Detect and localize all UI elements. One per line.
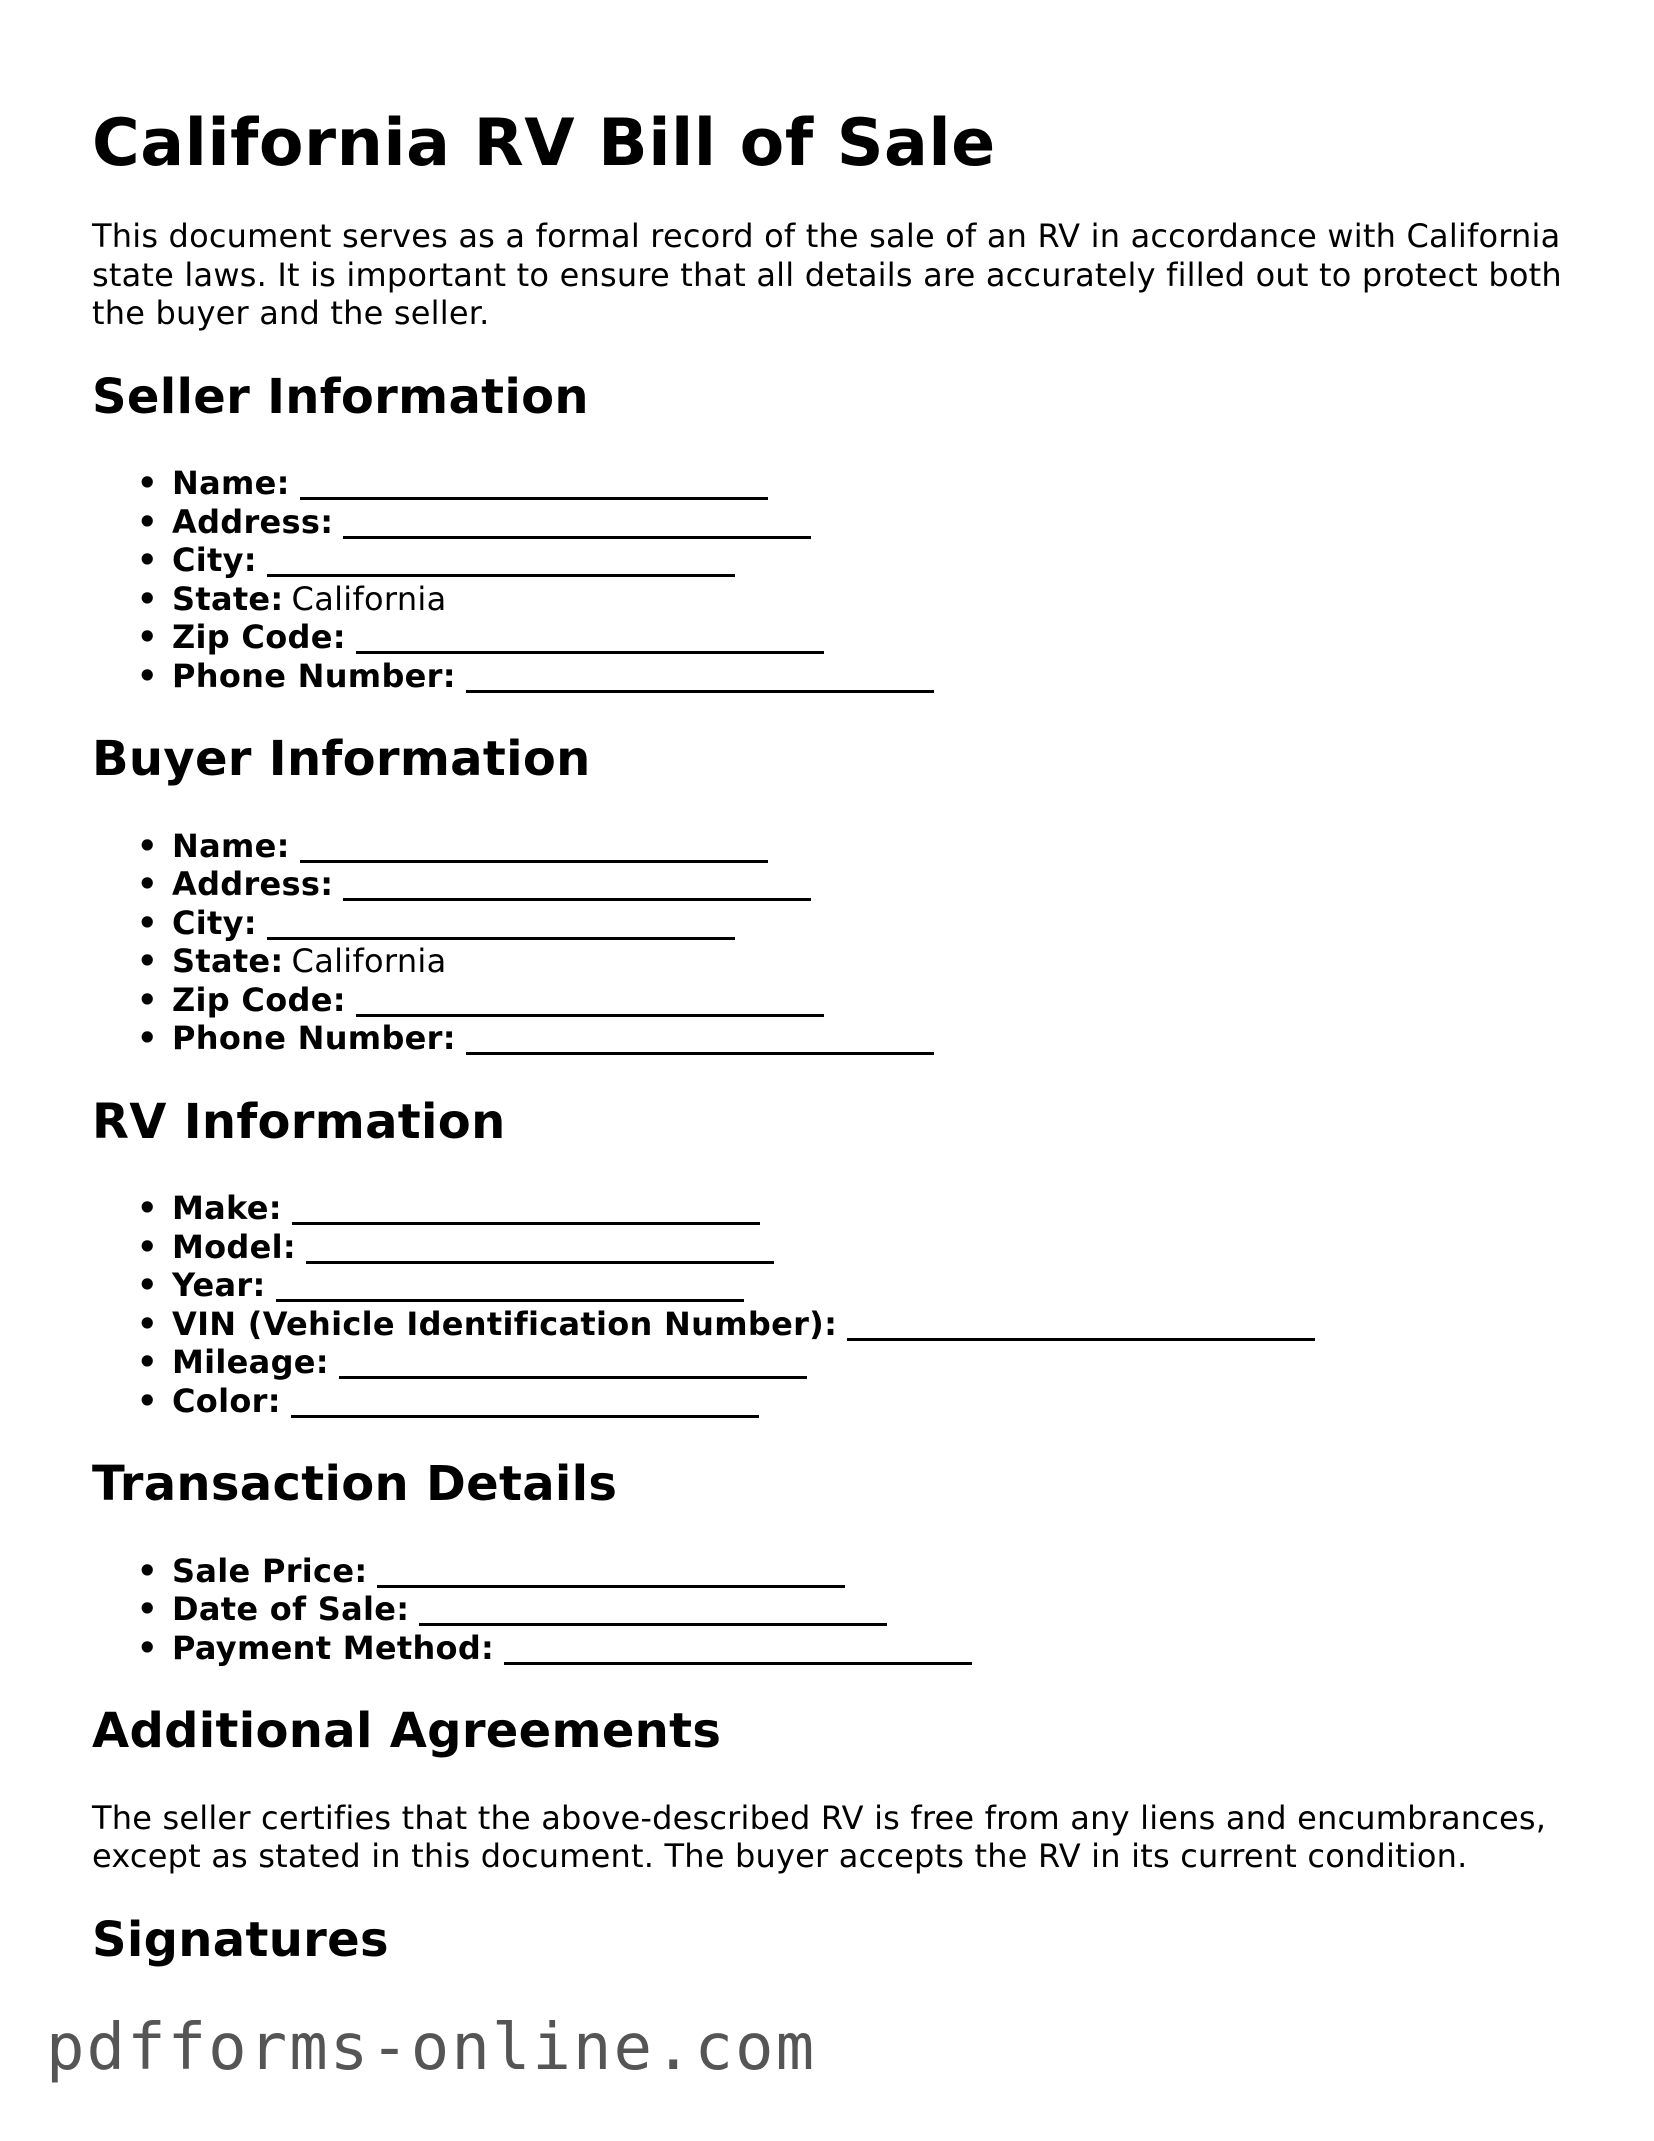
field-label: Name: <box>172 826 290 865</box>
form-field-row <box>172 503 1572 542</box>
form-field-row <box>172 1629 1572 1668</box>
field-label: Address: <box>172 865 334 904</box>
field-blank-line[interactable] <box>343 506 811 539</box>
field-blank-line[interactable] <box>276 1269 744 1302</box>
field-blank-line[interactable] <box>339 1346 807 1379</box>
field-blank-line[interactable] <box>300 830 768 863</box>
field-blank-line[interactable] <box>419 1593 887 1626</box>
field-label: Zip Code: <box>172 618 346 657</box>
form-field-row <box>172 904 1572 943</box>
document-page <box>92 105 1572 1970</box>
form-field-row <box>172 1382 1572 1421</box>
form-field-row <box>172 657 1572 696</box>
field-label: Sale Price: <box>172 1551 368 1590</box>
field-blank-line[interactable] <box>306 1231 774 1264</box>
rv-section <box>92 1094 1572 1421</box>
field-value: California <box>291 942 447 981</box>
field-blank-line[interactable] <box>847 1308 1315 1341</box>
field-label: VIN (Vehicle Identification Number): <box>172 1304 838 1343</box>
transaction-heading: Transaction Details <box>92 1456 618 1513</box>
field-blank-line[interactable] <box>291 1385 759 1418</box>
buyer-fields <box>92 827 1572 1058</box>
intro-paragraph: This document serves as a formal record of the sale of an RV in accordance with California state laws. It is important to ensure that all details are accurately filled out to protect both the buyer and the seller. <box>92 217 1562 332</box>
form-field-row <box>172 827 1572 866</box>
field-label: Name: <box>172 464 290 503</box>
form-field-row <box>172 1266 1572 1305</box>
document-title: California RV Bill of Sale <box>92 106 996 181</box>
form-field-row <box>172 1590 1572 1629</box>
rv-fields <box>92 1189 1572 1420</box>
field-blank-line[interactable] <box>356 621 824 654</box>
signatures-section <box>92 1912 1572 1970</box>
field-label: City: <box>172 903 257 942</box>
agreements-text: The seller certifies that the above-described RV is free from any liens and encumbrances, except as stated in this document. The buyer accepts the RV in its current condition. <box>92 1798 1547 1876</box>
seller-section <box>92 369 1572 696</box>
seller-fields <box>92 464 1572 695</box>
signatures-heading: Signatures <box>92 1911 389 1968</box>
buyer-heading: Buyer Information <box>92 731 591 788</box>
watermark: pdfforms-online.com <box>46 2011 817 2085</box>
field-label: Date of Sale: <box>172 1590 410 1629</box>
field-blank-line[interactable] <box>343 868 811 901</box>
field-blank-line[interactable] <box>466 660 934 693</box>
seller-heading: Seller Information <box>92 368 589 425</box>
form-field-row <box>172 1019 1572 1058</box>
field-label: Payment Method: <box>172 1628 495 1667</box>
field-blank-line[interactable] <box>356 984 824 1017</box>
field-label: Model: <box>172 1227 297 1266</box>
field-blank-line[interactable] <box>267 544 735 577</box>
agreements-section <box>92 1703 1572 1876</box>
form-field-row <box>172 1343 1572 1382</box>
transaction-fields <box>92 1552 1572 1668</box>
field-blank-line[interactable] <box>267 907 735 940</box>
form-field-row <box>172 865 1572 904</box>
field-label: City: <box>172 541 257 580</box>
field-blank-line[interactable] <box>377 1555 845 1588</box>
form-field-row <box>172 580 1572 619</box>
transaction-section <box>92 1456 1572 1667</box>
field-blank-line[interactable] <box>292 1192 760 1225</box>
field-label: Year: <box>172 1266 266 1305</box>
form-field-row <box>172 981 1572 1020</box>
field-label: State: <box>172 942 284 981</box>
form-field-row <box>172 1189 1572 1228</box>
form-field-row <box>172 618 1572 657</box>
field-label: Address: <box>172 502 334 541</box>
field-label: Zip Code: <box>172 980 346 1019</box>
form-field-row <box>172 1305 1572 1344</box>
field-label: Phone Number: <box>172 656 456 695</box>
field-label: State: <box>172 579 284 618</box>
form-field-row <box>172 541 1572 580</box>
field-label: Make: <box>172 1189 282 1228</box>
form-field-row <box>172 1228 1572 1267</box>
buyer-section <box>92 731 1572 1058</box>
agreements-heading: Additional Agreements <box>92 1703 722 1760</box>
rv-heading: RV Information <box>92 1093 506 1150</box>
field-blank-line[interactable] <box>504 1632 972 1665</box>
field-value: California <box>291 579 447 618</box>
form-field-row <box>172 1552 1572 1591</box>
form-field-row <box>172 464 1572 503</box>
field-label: Phone Number: <box>172 1019 456 1058</box>
field-blank-line[interactable] <box>300 467 768 500</box>
form-field-row <box>172 942 1572 981</box>
field-label: Color: <box>172 1381 281 1420</box>
field-blank-line[interactable] <box>466 1022 934 1055</box>
field-label: Mileage: <box>172 1343 329 1382</box>
